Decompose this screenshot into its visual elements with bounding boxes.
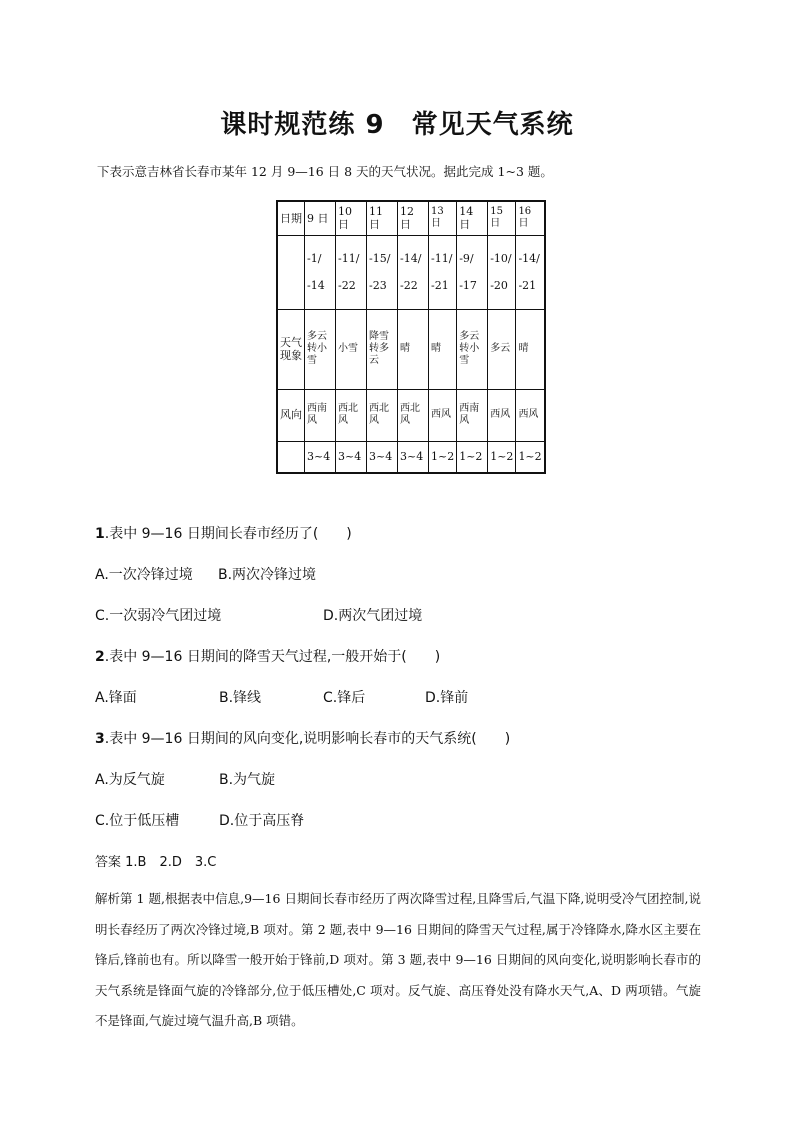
- weather-cell: 多云: [488, 309, 516, 389]
- temp-cell: -14/ -22: [398, 235, 429, 309]
- option-3a: A.为反气旋: [95, 772, 165, 788]
- page-title: 课时规范练 9 常见天气系统: [220, 110, 574, 140]
- wind-force-cell: 1~2: [516, 441, 545, 473]
- day-header: 11 日: [367, 201, 398, 235]
- option-1b: B.两次冷锋过境: [218, 567, 317, 583]
- wind-dir-cell: 西北风: [398, 389, 429, 441]
- weather-cell: 晴: [516, 309, 545, 389]
- day-header: 12 日: [398, 201, 429, 235]
- weather-cell: 晴: [429, 309, 457, 389]
- wind-force-cell: 3~4: [336, 441, 367, 473]
- option-2b: B.锋线: [219, 690, 262, 706]
- question-2: 2.表中 9—16 日期间的降雪天气过程,一般开始于( ): [95, 649, 441, 665]
- wind-dir-cell: 西风: [488, 389, 516, 441]
- wind-force-cell: 1~2: [488, 441, 516, 473]
- temp-cell: -15/ -23: [367, 235, 398, 309]
- day-header: 14 日: [457, 201, 488, 235]
- wind-dir-cell: 西南风: [305, 389, 336, 441]
- weather-cell: 小雪: [336, 309, 367, 389]
- day-header: 16 日: [516, 201, 545, 235]
- day-header: 9 日: [305, 201, 336, 235]
- wind-force-cell: 3~4: [398, 441, 429, 473]
- option-1c: C.一次弱冷气团过境: [95, 608, 222, 624]
- wind-dir-cell: 西南风: [457, 389, 488, 441]
- option-1a: A.一次冷锋过境: [95, 567, 193, 583]
- option-3d: D.位于高压脊: [219, 813, 305, 829]
- answer-key: 答案 1.B 2.D 3.C: [95, 855, 217, 870]
- day-header: 13 日: [429, 201, 457, 235]
- explanation-text: 解析第 1 题,根据表中信息,9—16 日期间长春市经历了两次降雪过程,且降雪后,气温下降,说明受冷气团控制,说明长春经历了两次冷锋过境,B 项对。第 2 题,表中 9—16 日期间的降雪天气过程,属于冷锋降水,降水区主要在锋后,锋前也有。所以降雪一般开始于锋前,D 项对。第 3 题,表中 9—16 日期间的风向变化,说明影响长春市的天气系统是锋面气旋的冷锋部分,位于低压槽处,C 项对。反气旋、高压脊处没有降水天气,A、D 两项错。气旋不是锋面,气旋过境气温升高,B 项错。: [95, 891, 701, 1028]
- option-1d: D.两次气团过境: [323, 608, 423, 624]
- wind-force-cell: 3~4: [305, 441, 336, 473]
- weather-label: 天气现象: [277, 309, 305, 389]
- option-3b: B.为气旋: [219, 772, 276, 788]
- weather-cell: 多云转小雪: [305, 309, 336, 389]
- header-date-label: 日期: [277, 201, 305, 235]
- question-3: 3.表中 9—16 日期间的风向变化,说明影响长春市的天气系统( ): [95, 731, 511, 747]
- temp-cell: -1/ -14: [305, 235, 336, 309]
- intro-text: 下表示意吉林省长春市某年 12 月 9—16 日 8 天的天气状况。据此完成 1~3 题。: [97, 164, 553, 179]
- temp-cell: -11/ -22: [336, 235, 367, 309]
- weather-table: [276, 200, 546, 474]
- wind-force-label-empty: [277, 441, 305, 473]
- question-1: 1.表中 9—16 日期间长春市经历了( ): [95, 526, 352, 542]
- option-2a: A.锋面: [95, 690, 137, 706]
- temp-cell: -9/ -17: [457, 235, 488, 309]
- temp-cell: -14/ -21: [516, 235, 545, 309]
- option-2c: C.锋后: [323, 690, 366, 706]
- weather-cell: 降雪转多云: [367, 309, 398, 389]
- wind-dir-cell: 西风: [516, 389, 545, 441]
- temp-label-empty: [277, 235, 305, 309]
- wind-dir-cell: 西风: [429, 389, 457, 441]
- weather-cell: 多云转小雪: [457, 309, 488, 389]
- wind-force-cell: 1~2: [457, 441, 488, 473]
- option-3c: C.位于低压槽: [95, 813, 180, 829]
- wind-dir-cell: 西北风: [367, 389, 398, 441]
- day-header: 10 日: [336, 201, 367, 235]
- wind-force-cell: 3~4: [367, 441, 398, 473]
- temp-cell: -11/ -21: [429, 235, 457, 309]
- option-2d: D.锋前: [425, 690, 469, 706]
- weather-cell: 晴: [398, 309, 429, 389]
- wind-label: 风向: [277, 389, 305, 441]
- temp-cell: -10/ -20: [488, 235, 516, 309]
- wind-dir-cell: 西北风: [336, 389, 367, 441]
- wind-force-cell: 1~2: [429, 441, 457, 473]
- day-header: 15 日: [488, 201, 516, 235]
